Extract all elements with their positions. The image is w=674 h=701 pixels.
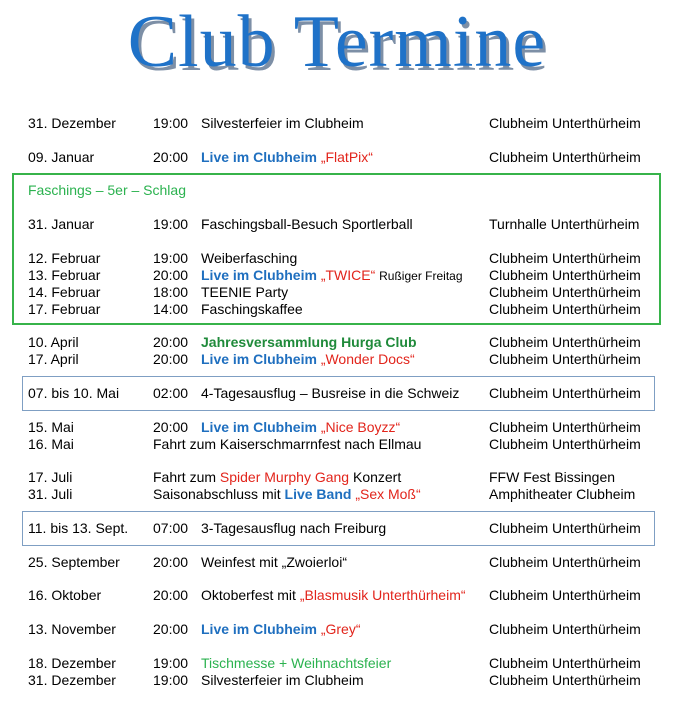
event-place: Clubheim Unterthürheim [489,436,641,452]
event-date: 16. Mai [28,436,74,452]
live-label: Live Band [284,486,352,502]
event-row [0,250,674,267]
event-place: Turnhalle Unterthürheim [489,216,640,232]
event-row [0,351,674,368]
event-date: 16. Oktober [28,587,102,603]
event-title: Fahrt zum Kaiserschmarrnfest nach Ellmau [153,436,422,452]
band-name: „TWICE“ [320,267,376,283]
event-row [0,436,674,453]
event-time: 20:00 [153,587,189,603]
event-date: 31. Dezember [28,672,116,688]
live-label: Live im Clubheim [201,419,317,435]
event-title: TEENIE Party [201,284,289,300]
event-title [201,621,360,638]
event-place: Clubheim Unterthürheim [489,655,641,671]
event-place: Clubheim Unterthürheim [489,385,641,401]
event-place: Clubheim Unterthürheim [489,672,641,688]
event-row [0,587,674,604]
event-time: 20:00 [153,149,189,165]
event-title-pre: Saisonabschluss mit [153,486,285,502]
event-row [0,655,674,672]
event-title: Faschingsball-Besuch Sportlerball [201,216,413,232]
event-title [201,351,415,368]
band-name: Spider Murphy Gang [219,469,350,485]
band-name: „Sex Moß“ [355,486,421,502]
event-time: 20:00 [153,621,189,637]
event-date: 31. Januar [28,216,95,232]
event-time: 20:00 [153,267,189,283]
event-time: 19:00 [153,672,189,688]
event-time: 20:00 [153,351,189,367]
event-place: Clubheim Unterthürheim [489,419,641,435]
band-name: „Blasmusik Unterthürheim“ [299,587,466,603]
event-date: 13. November [28,621,116,637]
event-title: 4-Tagesausflug – Busreise in die Schweiz [201,385,460,401]
event-time: 07:00 [153,520,189,536]
event-place: Clubheim Unterthürheim [489,301,641,317]
event-row [0,301,674,318]
event-date: 17. April [28,351,79,367]
event-date: 14. Februar [28,284,101,300]
event-date: 13. Februar [28,267,101,283]
event-row [0,385,674,402]
event-time: 19:00 [153,216,189,232]
event-title [201,149,373,166]
band-name: „Nice Boyzz“ [320,419,401,435]
live-label: Live im Clubheim [201,267,317,283]
event-title: Jahresversammlung Hurga Club [201,334,417,350]
event-time: 02:00 [153,385,189,401]
live-label: Live im Clubheim [201,621,317,637]
event-title: 3-Tagesausflug nach Freiburg [201,520,387,536]
event-row [0,672,674,689]
event-place: Clubheim Unterthürheim [489,587,641,603]
event-title: Tischmesse + Weihnachtsfeier [201,655,392,671]
event-date: 11. bis 13. Sept. [28,520,129,536]
event-place: FFW Fest Bissingen [489,469,616,485]
live-label: Live im Clubheim [201,149,317,165]
event-title-pre: Fahrt zum [153,469,220,485]
band-name: „Grey“ [320,621,361,637]
event-title [201,267,463,285]
event-row [0,554,674,571]
event-place: Clubheim Unterthürheim [489,334,641,350]
event-row [0,469,674,486]
event-place: Clubheim Unterthürheim [489,149,641,165]
event-extra: Rußiger Freitag [379,269,463,283]
live-label: Live im Clubheim [201,351,317,367]
event-row [0,267,674,284]
event-title [153,469,401,486]
event-title: Faschingskaffee [201,301,303,317]
event-place: Clubheim Unterthürheim [489,554,641,570]
fasching-section-heading: Faschings – 5er – Schlag [28,182,186,198]
event-time: 19:00 [153,115,189,131]
event-date: 17. Februar [28,301,101,317]
event-date: 12. Februar [28,250,101,266]
event-date: 31. Juli [28,486,73,502]
event-place: Clubheim Unterthürheim [489,520,641,536]
event-time: 20:00 [153,419,189,435]
event-place: Clubheim Unterthürheim [489,621,641,637]
event-row [0,520,674,537]
event-time: 20:00 [153,554,189,570]
event-date: 18. Dezember [28,655,116,671]
event-title [201,419,400,436]
event-date: 31. Dezember [28,115,116,131]
event-time: 20:00 [153,334,189,350]
event-row [0,149,674,166]
event-row [0,115,674,132]
event-date: 25. September [28,554,120,570]
event-place: Clubheim Unterthürheim [489,115,641,131]
event-time: 19:00 [153,250,189,266]
event-row [0,621,674,638]
event-date: 09. Januar [28,149,95,165]
event-title [201,587,466,604]
event-date: 10. April [28,334,79,350]
event-date: 07. bis 10. Mai [28,385,120,401]
event-title-post: Konzert [349,469,402,485]
event-title-pre: Oktoberfest mit [201,587,300,603]
event-place: Amphitheater Clubheim [489,486,636,502]
event-time: 18:00 [153,284,189,300]
event-date: 15. Mai [28,419,74,435]
event-title [153,486,421,503]
band-name: „FlatPix“ [320,149,373,165]
event-place: Clubheim Unterthürheim [489,267,641,283]
event-title: Silvesterfeier im Clubheim [201,115,364,131]
event-title: Silvesterfeier im Clubheim [201,672,364,688]
event-title: Weinfest mit „Zwoierloi“ [201,554,347,570]
event-time: 19:00 [153,655,189,671]
event-date: 17. Juli [28,469,73,485]
band-name: „Wonder Docs“ [320,351,415,367]
event-row [0,486,674,503]
event-row [0,419,674,436]
event-title: Weiberfasching [201,250,298,266]
event-time: 14:00 [153,301,189,317]
page-title: Club Termine [127,1,547,83]
event-place: Clubheim Unterthürheim [489,351,641,367]
event-row [0,284,674,301]
event-row [0,334,674,351]
event-row [0,216,674,233]
event-place: Clubheim Unterthürheim [489,250,641,266]
event-place: Clubheim Unterthürheim [489,284,641,300]
